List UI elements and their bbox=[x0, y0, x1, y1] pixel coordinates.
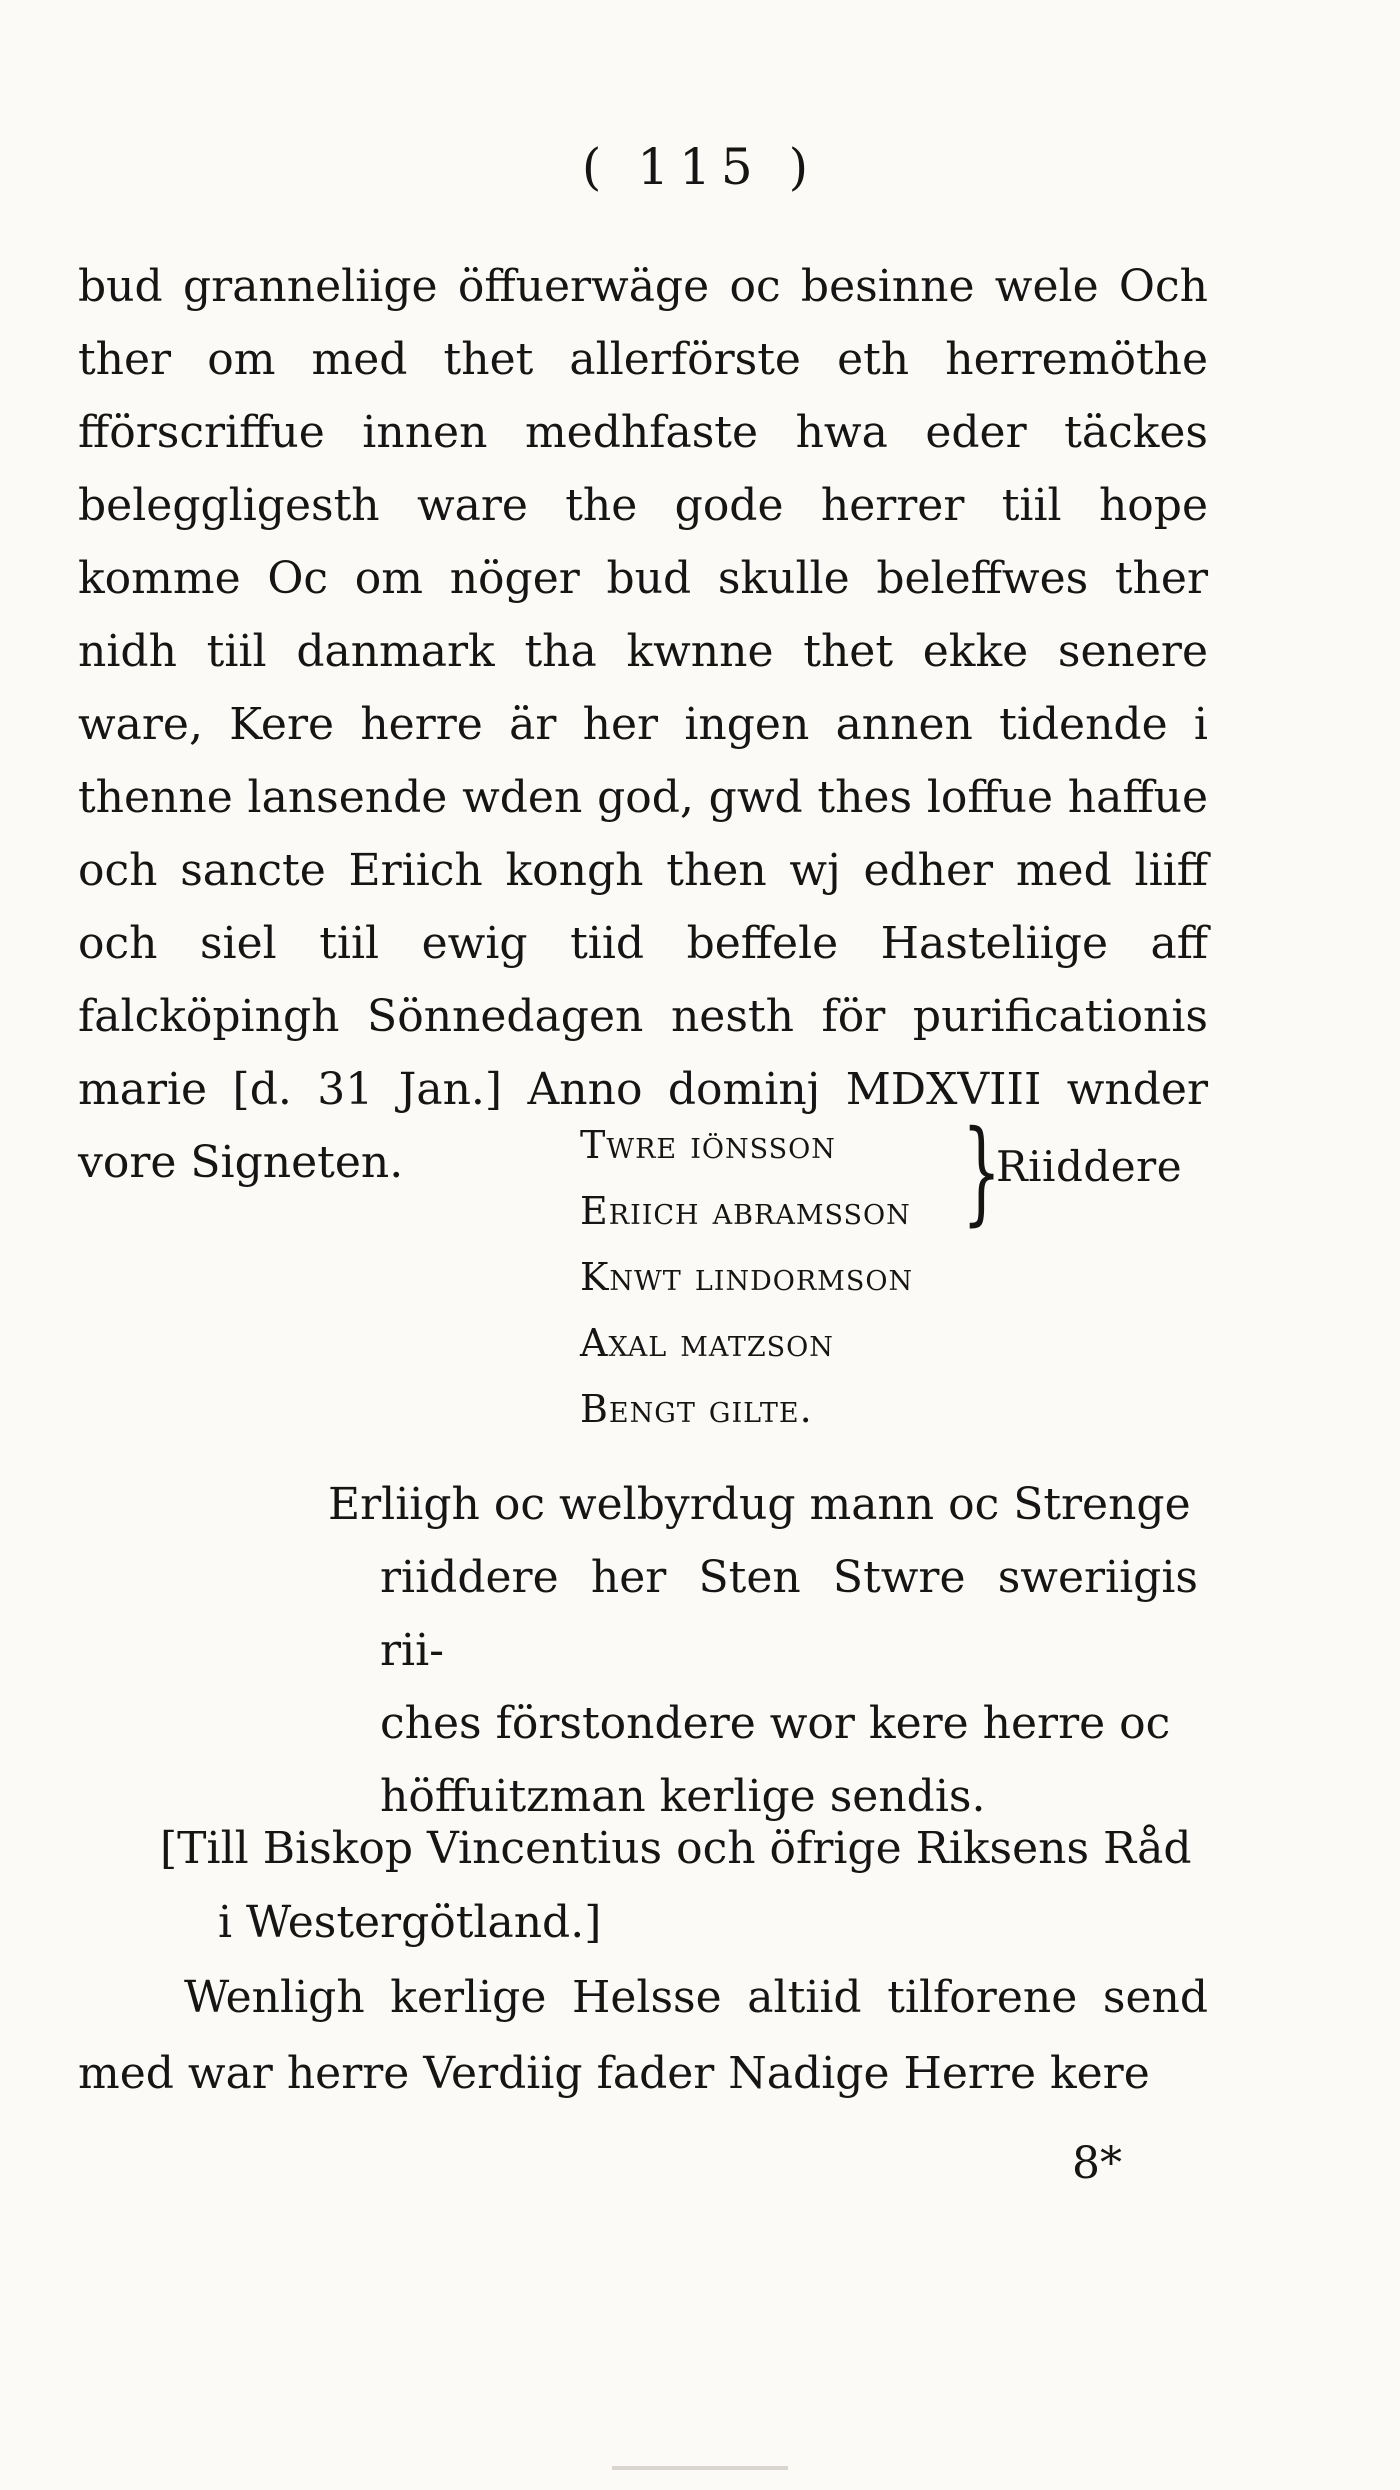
address-block bbox=[328, 1468, 1198, 1833]
editorial-line: i Westergötland.] bbox=[218, 1897, 602, 1948]
page-number: ( 115 ) bbox=[581, 138, 819, 196]
signature-block bbox=[580, 1107, 1183, 1442]
signature-name: Bengt gilte. bbox=[580, 1387, 813, 1431]
brace-icon: } bbox=[962, 1107, 1002, 1237]
signature-role: Riiddere bbox=[996, 1142, 1183, 1191]
address-line: Erliigh oc welbyrdug mann oc Strenge bbox=[328, 1479, 1191, 1530]
editorial-note bbox=[160, 1812, 1208, 1960]
letter-body: bud granneliige öffuerwäge oc besinne wele Och ther om med thet allerförste eth herremöthe fförscriffue innen medhfaste hwa eder täckes beleggligesth ware the gode herrer tiil hope komme Oc om nöger bud skulle beleffwes ther nidh tiil danmark tha kwnne thet ekke senere ware, Kere herre är her ingen annen tidende i thenne lansende wden god, gwd thes loffue haffue och sancte Eriich kongh then wj edher med liiff och siel tiil ewig tiid beffele Hasteliige aff falcköpingh Sönnedagen nesth för purificationis marie [d. 31 Jan.] Anno dominj MDXVIII wnder vore Signeten. bbox=[78, 261, 1208, 1188]
signature-mark: 8* bbox=[1072, 2138, 1122, 2189]
signature-name: Axal matzson bbox=[580, 1321, 834, 1365]
editorial-line: [Till Biskop Vincentius och öfrige Riksens Råd bbox=[160, 1823, 1192, 1874]
bottom-rule bbox=[612, 2466, 788, 2470]
address-line: ches förstondere wor kere herre oc bbox=[380, 1698, 1171, 1749]
signature-name: Eriich abramsson bbox=[580, 1189, 911, 1233]
signature-name: Twre iönsson bbox=[580, 1123, 836, 1167]
signature-name: Knwt lindormson bbox=[580, 1255, 914, 1299]
address-line: höffuitzman kerlige sendis. bbox=[380, 1771, 986, 1822]
second-letter: Wenligh kerlige Helsse altiid tilforene send med war herre Verdiig fader Nadige Herre kere bbox=[78, 1972, 1208, 2099]
address-line: riiddere her Sten Stwre sweriigis rii- bbox=[380, 1552, 1198, 1676]
